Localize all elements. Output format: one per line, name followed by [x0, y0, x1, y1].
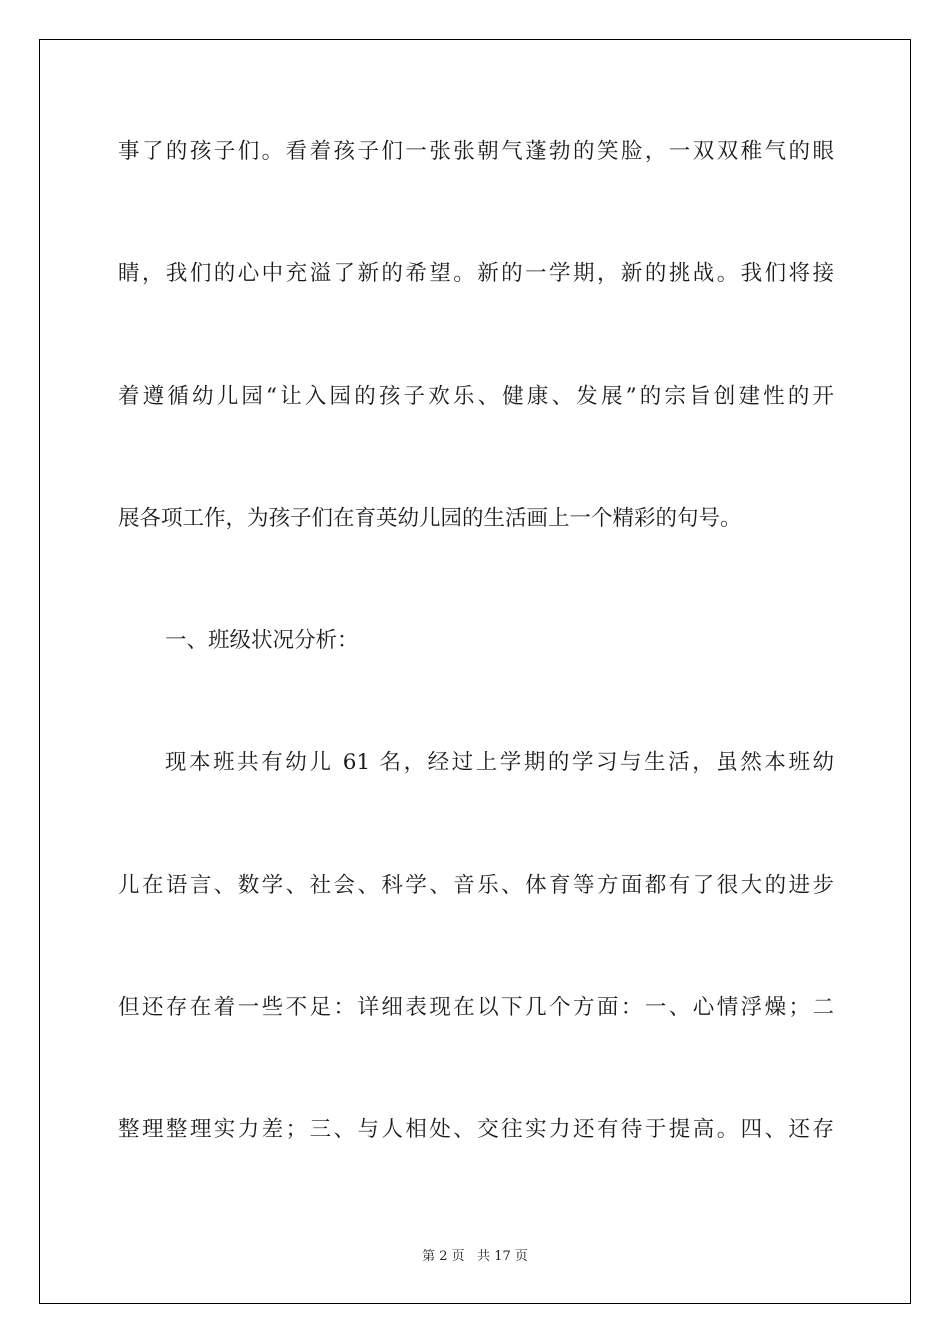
text-line-8: 但还存在着一些不足：详细表现在以下几个方面：一、心情浮燥；二 — [118, 995, 834, 1021]
text-line-2: 睛，我们的心中充溢了新的希望。新的一学期，新的挑战。我们将接 — [118, 261, 834, 287]
page-footer: 第 2 页 共 17 页 — [422, 1249, 528, 1264]
text-line-7: 儿在语言、数学、社会、科学、音乐、体育等方面都有了很大的进步 — [118, 872, 834, 898]
section-heading: 一、班级状况分析： — [165, 628, 359, 654]
text-line-9: 整理整理实力差；三、与人相处、交往实力还有待于提高。四、还存 — [118, 1117, 834, 1143]
document-body — [118, 122, 834, 1223]
text-line-6: 现本班共有幼儿 61 名，经过上学期的学习与生活，虽然本班幼 — [165, 750, 834, 776]
text-line-4: 展各项工作，为孩子们在育英幼儿园的生活画上一个精彩的句号。 — [118, 505, 742, 531]
text-line-1: 事了的孩子们。看着孩子们一张张朝气蓬勃的笑脸，一双双稚气的眼 — [118, 139, 834, 164]
text-line-3: 着遵循幼儿园“让入园的孩子欢乐、健康、发展”的宗旨创建性的开 — [118, 383, 834, 409]
